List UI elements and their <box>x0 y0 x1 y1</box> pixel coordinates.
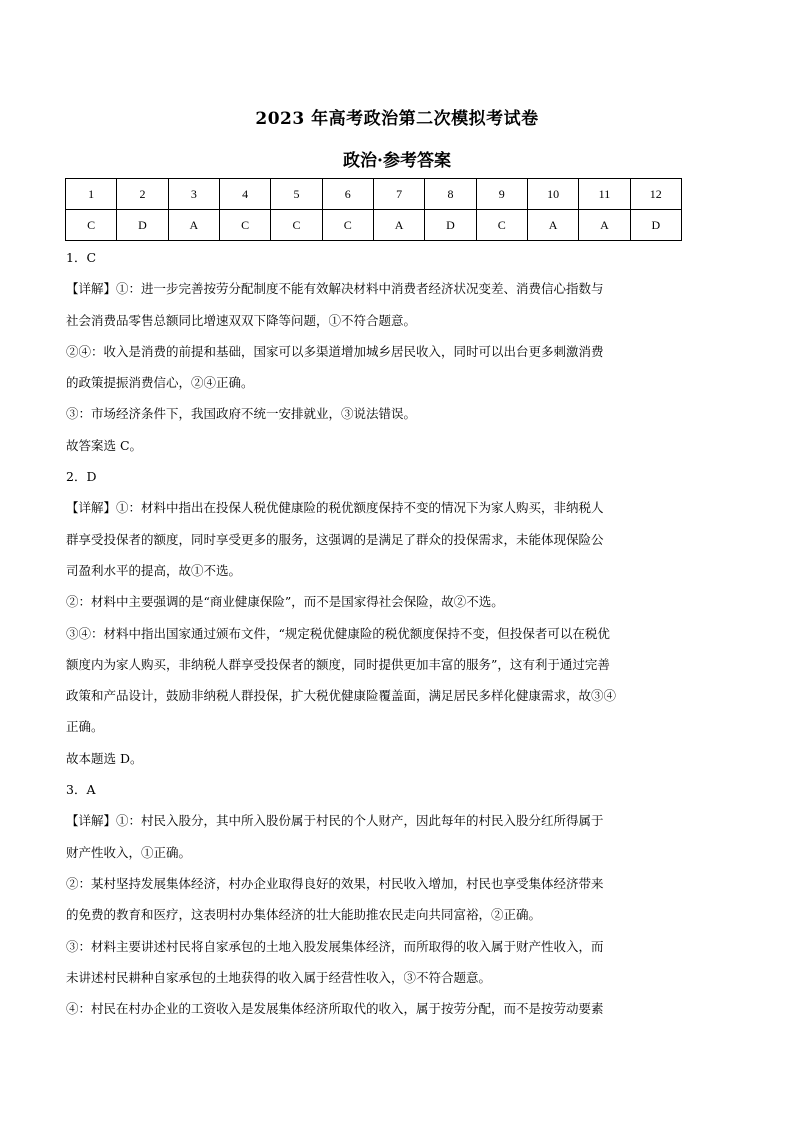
text-line: 额度内为家人购买，非纳税人群享受投保者的额度，同时提供更加丰富的服务”，这有利于通过完善 <box>66 656 610 672</box>
question-number-cell: 7 <box>373 179 424 210</box>
text-line: ②④：收入是消费的前提和基础，国家可以多渠道增加城乡居民收入，同时可以出台更多刺激消费 <box>66 343 604 359</box>
question-number-cell: 8 <box>425 179 476 210</box>
question-number-cell: 2 <box>117 179 168 210</box>
answer-cell: C <box>322 210 373 241</box>
question-number-cell: 12 <box>630 179 681 210</box>
question-number-cell: 6 <box>322 179 373 210</box>
text-line: ②：材料中主要强调的是“商业健康保险”，而不是国家得社会保险，故②不选。 <box>66 594 504 610</box>
text-line: 故答案选 C。 <box>66 437 143 453</box>
text-line: 的免费的教育和医疗，这表明村办集体经济的壮大能助推农民走向共同富裕，②正确。 <box>66 907 542 923</box>
answer-cell: A <box>168 210 219 241</box>
text-line: 的政策提振消费信心，②④正确。 <box>66 375 254 391</box>
text-line: 财产性收入，①正确。 <box>66 844 192 860</box>
answer-cell: D <box>117 210 168 241</box>
text-line: 2．D <box>66 469 97 485</box>
text-line: ③：材料主要讲述村民将自家承包的土地入股发展集体经济，而所取得的收入属于财产性收入，而 <box>66 938 604 954</box>
answer-cell: D <box>425 210 476 241</box>
text-line: ②：某村坚持发展集体经济，村办企业取得良好的效果，村民收入增加，村民也享受集体经济带来 <box>66 875 604 891</box>
text-line: 故本题选 D。 <box>66 750 143 766</box>
question-number-cell: 3 <box>168 179 219 210</box>
question-number-cell: 5 <box>271 179 322 210</box>
document-title: 2023 年高考政治第二次模拟考试卷 <box>255 109 539 129</box>
answer-cell: A <box>373 210 424 241</box>
answer-cell: C <box>66 210 117 241</box>
document-subtitle: 政治·参考答案 <box>343 151 451 171</box>
question-number-row <box>66 179 682 210</box>
question-number-cell: 11 <box>579 179 630 210</box>
text-line: ③：市场经济条件下，我国政府不统一安排就业，③说法错误。 <box>66 406 417 422</box>
text-line: 1．C <box>66 250 97 265</box>
text-line: 政策和产品设计，鼓励非纳税人群投保，扩大税优健康险覆盖面，满足居民多样化健康需求，故③④ <box>66 688 617 704</box>
text-line: 3．A <box>66 782 96 798</box>
question-number-cell: 10 <box>527 179 578 210</box>
text-line: 司盈利水平的提高，故①不选。 <box>66 562 242 578</box>
question-number-cell: 9 <box>476 179 527 210</box>
answer-key-table <box>65 178 682 241</box>
answer-cell: D <box>630 210 681 241</box>
text-line: 正确。 <box>66 719 104 735</box>
answer-explanations <box>66 242 688 1024</box>
answer-cell: A <box>579 210 630 241</box>
answer-cell: C <box>219 210 270 241</box>
text-line: ④：村民在村办企业的工资收入是发展集体经济所取代的收入，属于按劳分配，而不是按劳动要素 <box>66 1001 604 1017</box>
question-number-cell: 4 <box>219 179 270 210</box>
text-line: 未讲述村民耕种自家承包的土地获得的收入属于经营性收入，③不符合题意。 <box>66 969 492 985</box>
answer-cell: C <box>476 210 527 241</box>
text-line: 社会消费品零售总额同比增速双双下降等问题，①不符合题意。 <box>66 312 417 328</box>
answer-row <box>66 210 682 241</box>
text-line: 群享受投保者的额度，同时享受更多的服务，这强调的是满足了群众的投保需求，未能体现保险公 <box>66 531 604 547</box>
question-number-cell: 1 <box>66 179 117 210</box>
text-line: 【详解】①：材料中指出在投保人税优健康险的税优额度保持不变的情况下为家人购买，非纳税人 <box>66 500 604 516</box>
answer-cell: C <box>271 210 322 241</box>
text-line: 【详解】①：进一步完善按劳分配制度不能有效解决材料中消费者经济状况变差、消费信心指数与 <box>66 281 604 297</box>
text-line: ③④：材料中指出国家通过颁布文件，“规定税优健康险的税优额度保持不变，但投保者可以在税优 <box>66 625 610 641</box>
text-line: 【详解】①：村民入股分，其中所入股份属于村民的个人财产，因此每年的村民入股分红所得属于 <box>66 813 604 829</box>
answer-cell: A <box>527 210 578 241</box>
